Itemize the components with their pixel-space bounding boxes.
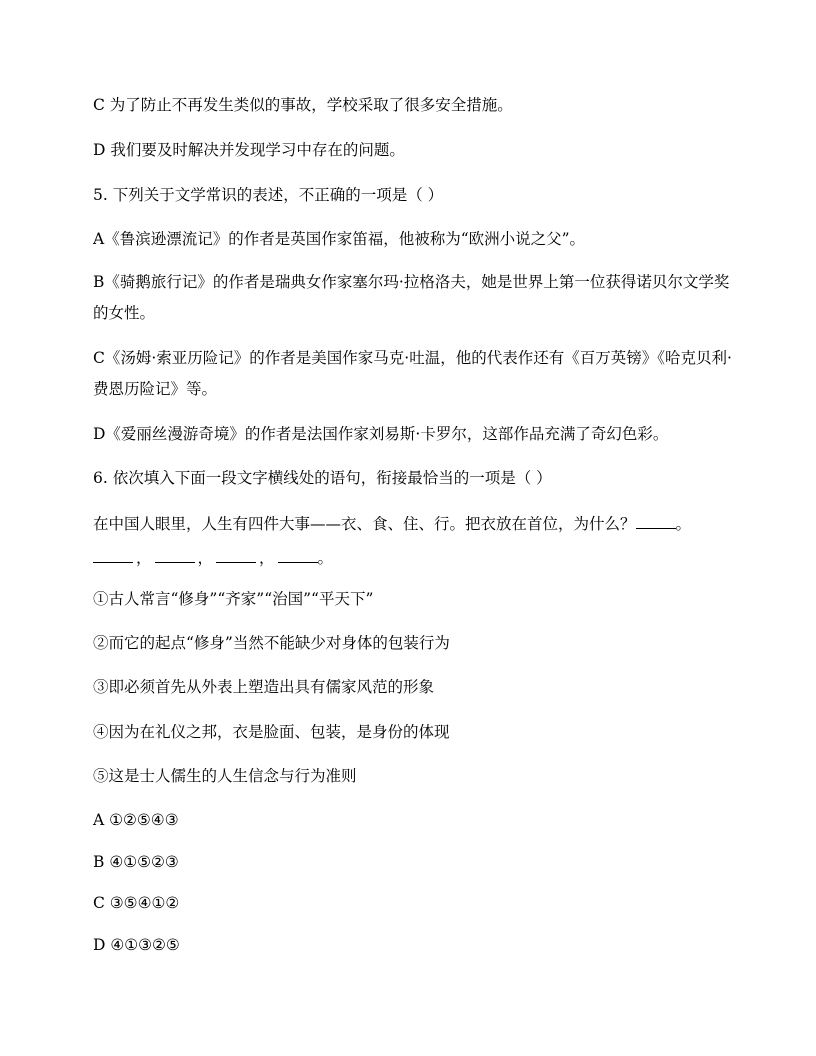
answer-blank-2[interactable] [93,546,133,563]
q6-passage-end-mark-2: 。 [317,549,334,567]
q5-stem: 5. 下列关于文学常识的表述，不正确的一项是（ ） [93,186,444,204]
blank-separator: ， [259,549,275,567]
q6-passage-line-2 [93,545,733,571]
blank-separator: ， [136,549,152,567]
q6-stem: 6. 依次填入下面一段文字横线处的语句，衔接最恰当的一项是（ ） [93,469,552,487]
q6-sentence-5: ⑤这是士人儒生的人生信念与行为准则 [93,767,357,785]
q6-passage-line-1 [93,511,733,537]
q6-option-b: B ④①⑤②③ [93,853,179,871]
q6-option-a: A ①②⑤④③ [93,811,179,829]
answer-blank-3[interactable] [155,546,195,563]
answer-blank-4[interactable] [216,546,256,563]
q6-sentence-4: ④因为在礼仪之邦，衣是脸面、包装，是身份的体现 [93,723,450,741]
q5-option-b: B《骑鹅旅行记》的作者是瑞典女作家塞尔玛·拉格洛夫，她是世界上第一位获得诺贝尔文学奖的女性。 [93,273,730,322]
q6-sentence-3: ③即必须首先从外表上塑造出具有儒家风范的形象 [93,678,435,696]
answer-blank-1[interactable] [636,512,676,529]
q5-option-c: C《汤姆·索亚历险记》的作者是美国作家马克·吐温，他的代表作还有《百万英镑》《哈克贝利·费恩历险记》等。 [93,349,732,398]
q5-option-d: D《爱丽丝漫游奇境》的作者是法国作家刘易斯·卡罗尔，这部作品充满了奇幻色彩。 [93,425,669,443]
q6-passage-end-mark: 。 [675,515,692,533]
q6-option-d: D ④①③②⑤ [93,936,180,954]
q6-option-c: C ③⑤④①② [93,894,180,912]
q5-option-a: A《鲁滨逊漂流记》的作者是英国作家笛福，他被称为“欧洲小说之父”。 [93,230,586,248]
q4-option-d: D 我们要及时解决并发现学习中存在的问题。 [93,141,405,159]
q6-sentence-2: ②而它的起点“修身”当然不能缺少对身体的包装行为 [93,634,450,652]
answer-blank-5[interactable] [278,546,318,563]
q4-option-c: C 为了防止不再发生类似的事故，学校采取了很多安全措施。 [93,96,513,114]
blank-separator: ， [197,549,214,567]
q6-passage-lead: 在中国人眼里，人生有四件大事——衣、食、住、行。把衣放在首位，为什么？ [93,515,636,533]
q6-sentence-1: ①古人常言“修身”“齐家”“治国”“平天下” [93,590,374,608]
